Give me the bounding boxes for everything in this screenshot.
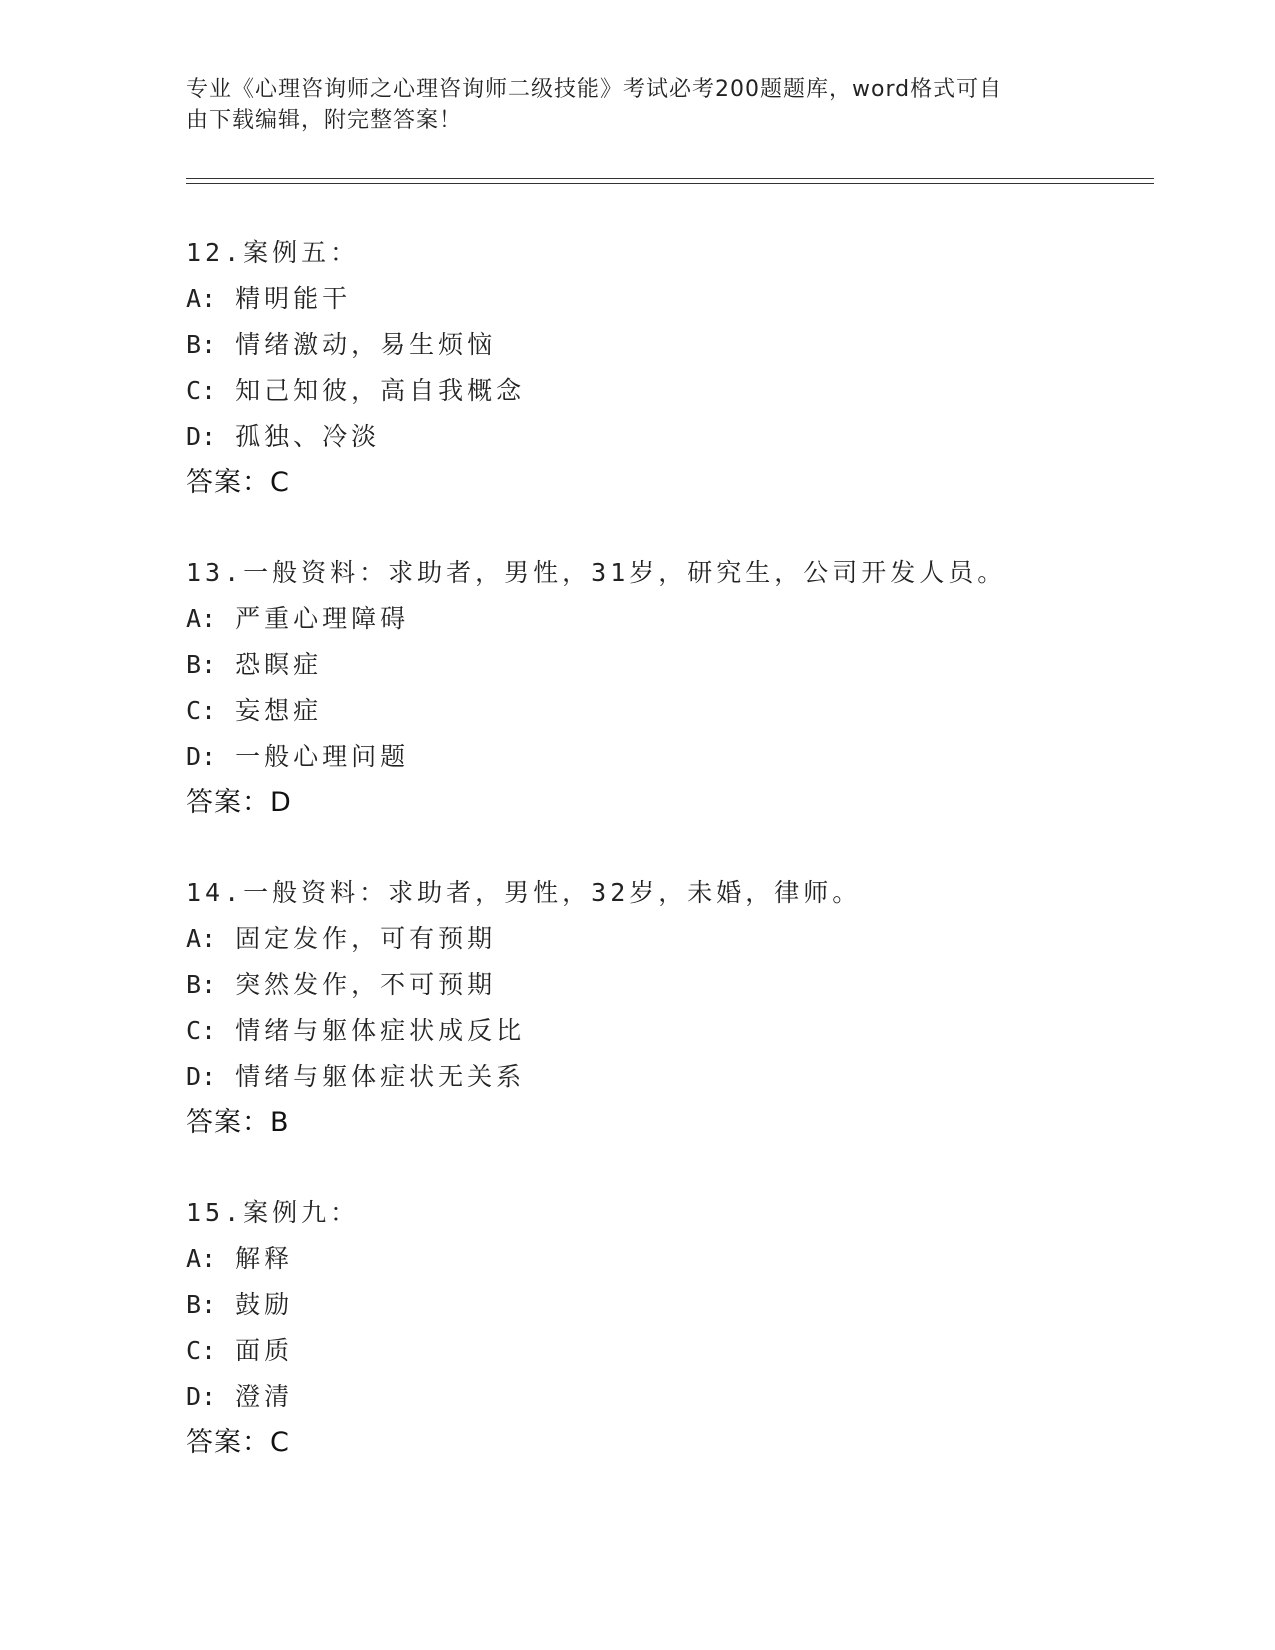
option-d — [186, 414, 1146, 460]
option-label: B: — [186, 330, 217, 359]
question-stem: 13.一般资料：求助者，男性，31岁，研究生，公司开发人员。 — [186, 558, 1007, 587]
option-label: B: — [186, 970, 217, 999]
question-14 — [186, 870, 1146, 1146]
option-b — [186, 322, 1146, 368]
option-label: B: — [186, 650, 217, 679]
option-text: 孤独、冷淡 — [235, 422, 381, 451]
option-text: 固定发作，可有预期 — [235, 924, 497, 953]
option-text: 鼓励 — [235, 1290, 294, 1319]
option-text: 恐瞑症 — [235, 650, 323, 679]
question-13 — [186, 550, 1146, 826]
option-label: C: — [186, 696, 217, 725]
option-b — [186, 642, 1146, 688]
option-text: 情绪与躯体症状成反比 — [235, 1016, 526, 1045]
answer: 答案：D — [186, 787, 292, 818]
option-a — [186, 596, 1146, 642]
option-a — [186, 916, 1146, 962]
option-c — [186, 688, 1146, 734]
option-c — [186, 368, 1146, 414]
option-label: A: — [186, 1244, 217, 1273]
question-stem: 15.案例九： — [186, 1198, 360, 1227]
answer: 答案：C — [186, 467, 290, 498]
option-d — [186, 1054, 1146, 1100]
option-c — [186, 1328, 1146, 1374]
question-stem: 12.案例五： — [186, 238, 360, 267]
option-text: 精明能干 — [235, 284, 352, 313]
option-label: D: — [186, 422, 217, 451]
option-a — [186, 276, 1146, 322]
option-text: 知己知彼，高自我概念 — [235, 376, 526, 405]
option-text: 突然发作，不可预期 — [235, 970, 497, 999]
option-label: D: — [186, 1382, 217, 1411]
option-b — [186, 1282, 1146, 1328]
option-text: 严重心理障碍 — [235, 604, 410, 633]
option-label: C: — [186, 1016, 217, 1045]
option-text: 情绪激动，易生烦恼 — [235, 330, 497, 359]
option-label: A: — [186, 924, 217, 953]
option-text: 一般心理问题 — [235, 742, 410, 771]
document-header — [186, 74, 1066, 136]
option-text: 解释 — [235, 1244, 294, 1273]
header-line-2: 由下载编辑，附完整答案！ — [186, 108, 463, 133]
option-label: A: — [186, 604, 217, 633]
option-label: C: — [186, 376, 217, 405]
option-text: 情绪与躯体症状无关系 — [235, 1062, 526, 1091]
option-d — [186, 734, 1146, 780]
header-line-1: 专业《心理咨询师之心理咨询师二级技能》考试必考200题题库，word格式可自 — [186, 77, 1003, 102]
option-c — [186, 1008, 1146, 1054]
option-label: A: — [186, 284, 217, 313]
answer: 答案：C — [186, 1427, 290, 1458]
option-label: C: — [186, 1336, 217, 1365]
question-15 — [186, 1190, 1146, 1466]
option-label: D: — [186, 742, 217, 771]
question-12 — [186, 230, 1146, 506]
option-text: 面质 — [235, 1336, 294, 1365]
header-divider-top — [186, 178, 1154, 179]
answer: 答案：B — [186, 1107, 290, 1138]
option-label: B: — [186, 1290, 217, 1319]
option-d — [186, 1374, 1146, 1420]
option-b — [186, 962, 1146, 1008]
option-a — [186, 1236, 1146, 1282]
header-divider-bottom — [186, 183, 1154, 184]
option-label: D: — [186, 1062, 217, 1091]
question-stem: 14.一般资料：求助者，男性，32岁，未婚，律师。 — [186, 878, 862, 907]
option-text: 澄清 — [235, 1382, 294, 1411]
option-text: 妄想症 — [235, 696, 323, 725]
